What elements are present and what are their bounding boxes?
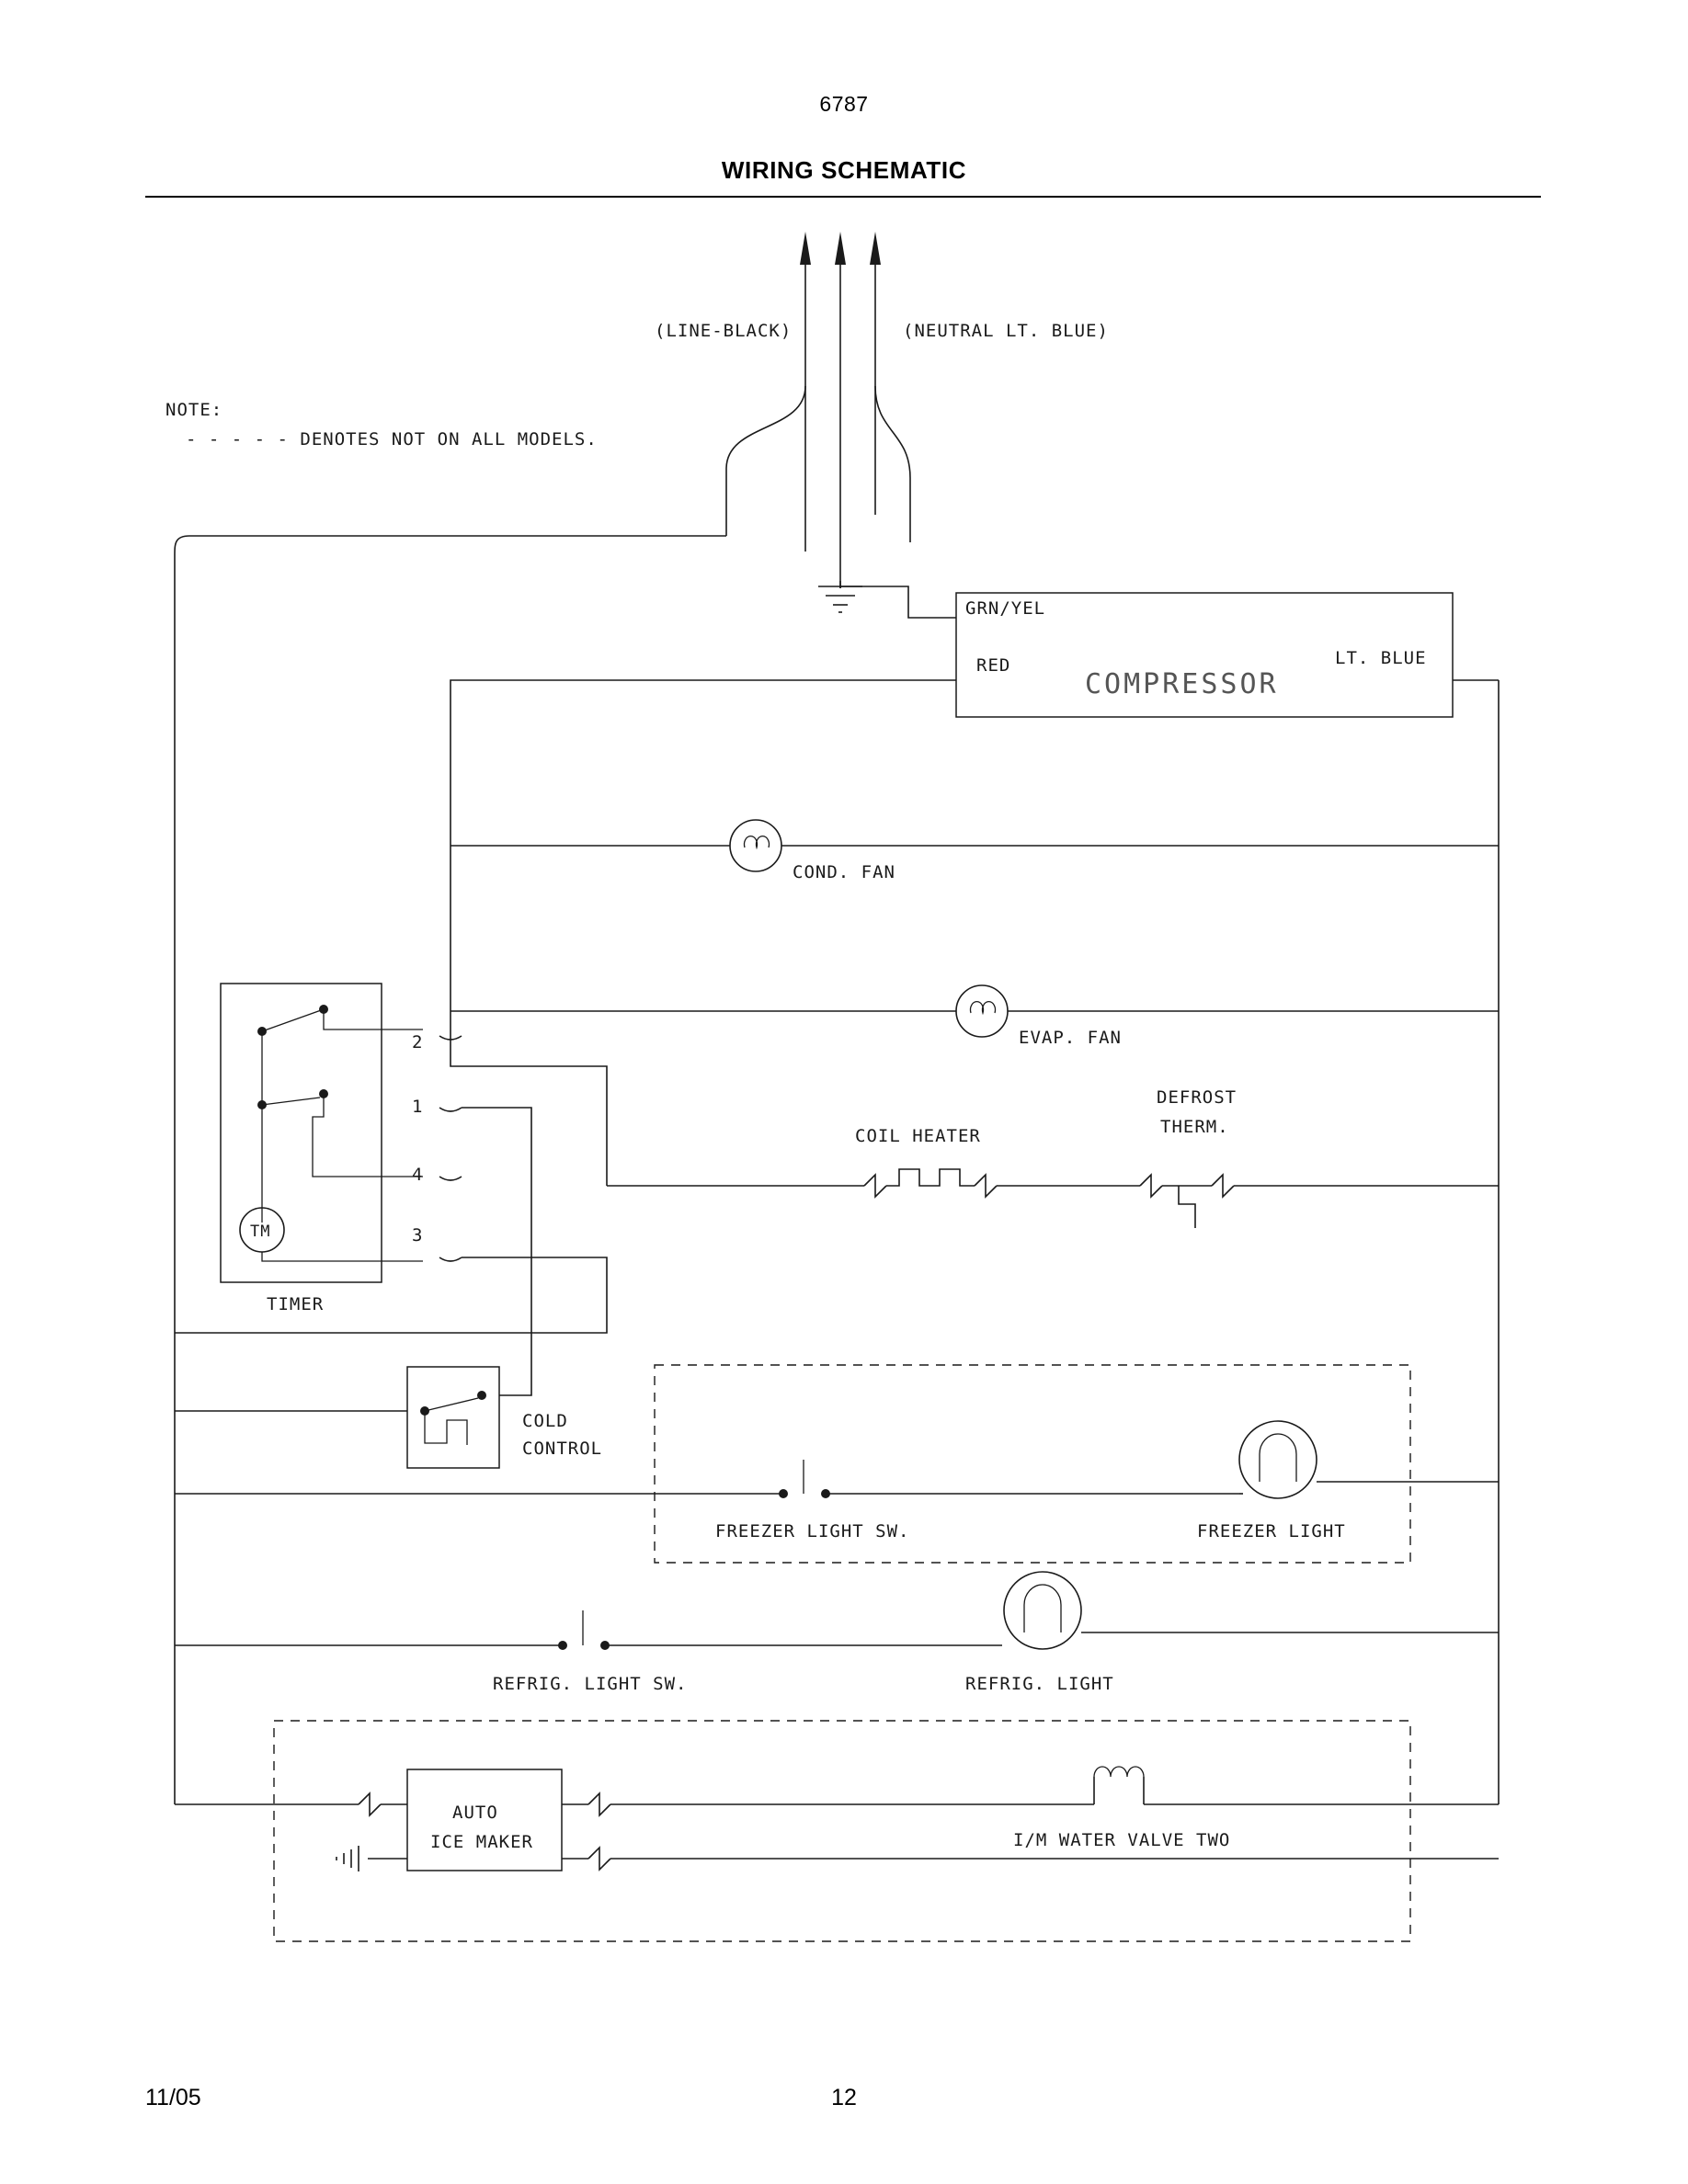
freezer-light-switch-label: FREEZER LIGHT SW. xyxy=(715,1521,910,1541)
ice-maker-section xyxy=(175,1721,1499,1941)
water-valve-label: I/M WATER VALVE TWO xyxy=(1013,1830,1231,1850)
compressor-red-label: RED xyxy=(976,655,1011,676)
compressor-label: COMPRESSOR xyxy=(1085,668,1279,700)
cond-fan-group xyxy=(451,820,1499,882)
note-text: - - - - - DENOTES NOT ON ALL MODELS. xyxy=(186,429,598,449)
footer-date: 11/05 xyxy=(145,2085,201,2110)
timer-terminal-4: 4 xyxy=(412,1165,424,1185)
ice-maker-ground-symbol xyxy=(336,1846,407,1871)
line-black-label: (LINE-BLACK) xyxy=(655,321,793,341)
ice-maker-label-line2: ICE MAKER xyxy=(430,1832,533,1852)
timer-caption: TIMER xyxy=(267,1294,325,1314)
evap-fan-label: EVAP. FAN xyxy=(1019,1028,1122,1048)
timer-motor-label: TM xyxy=(250,1223,271,1241)
cold-control-label-line2: CONTROL xyxy=(522,1439,603,1459)
freezer-light-label: FREEZER LIGHT xyxy=(1197,1521,1346,1541)
compressor-lt-blue-label: LT. BLUE xyxy=(1335,648,1427,668)
ice-maker-label-line1: AUTO xyxy=(452,1803,498,1823)
page-title: WIRING SCHEMATIC xyxy=(721,156,967,184)
refrig-light-label: REFRIG. LIGHT xyxy=(965,1674,1114,1694)
footer-page-number: 12 xyxy=(831,2085,857,2110)
refrig-light-section xyxy=(175,1572,1499,1694)
ground-symbol xyxy=(818,581,862,612)
freezer-light-section xyxy=(175,1365,1499,1563)
coil-heater-group xyxy=(607,1126,1140,1197)
defrost-therm-label-line1: DEFROST xyxy=(1157,1087,1237,1108)
compressor-block xyxy=(956,593,1453,717)
neutral-label: (NEUTRAL LT. BLUE) xyxy=(903,321,1109,341)
cold-control-label-line1: COLD xyxy=(522,1411,568,1431)
supply-cord-group xyxy=(726,232,910,588)
cond-fan-label: COND. FAN xyxy=(793,862,895,882)
coil-heater-label: COIL HEATER xyxy=(855,1126,981,1146)
defrost-therm-label-line2: THERM. xyxy=(1160,1117,1229,1137)
timer-terminal-3: 3 xyxy=(412,1225,424,1246)
model-number: 6787 xyxy=(819,92,869,116)
timer-terminal-1: 1 xyxy=(412,1097,424,1117)
timer-block xyxy=(221,984,423,1314)
evap-fan-group xyxy=(451,985,1499,1048)
defrost-therm-group xyxy=(1140,1087,1499,1228)
compressor-grn-yel-label: GRN/YEL xyxy=(965,598,1046,619)
refrig-light-switch-label: REFRIG. LIGHT SW. xyxy=(493,1674,688,1694)
cold-control-group xyxy=(175,1367,602,1468)
timer-terminal-2: 2 xyxy=(412,1032,424,1052)
note-heading: NOTE: xyxy=(165,400,223,420)
